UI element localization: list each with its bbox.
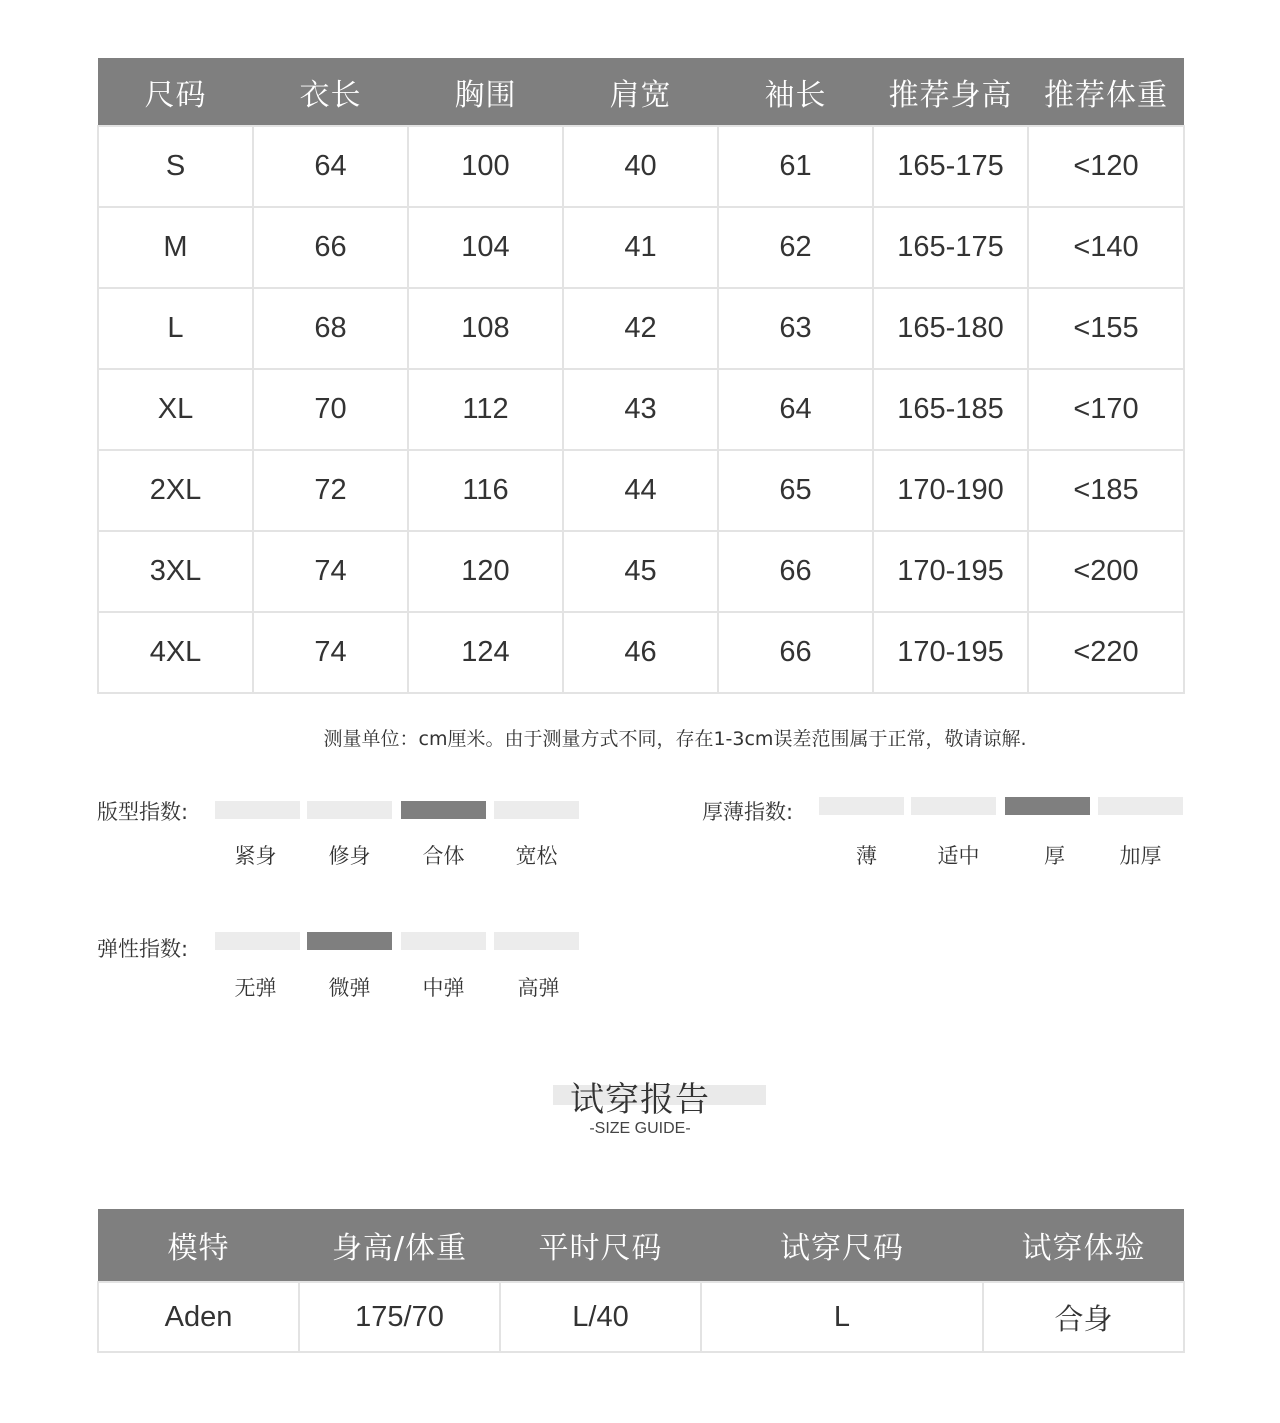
table-row (98, 1282, 1184, 1352)
table-cell: 合身 (983, 1282, 1184, 1352)
header-height-weight: 身高/体重 (299, 1209, 500, 1282)
fit-option-label: 合体 (422, 844, 465, 868)
table-cell: 66 (718, 531, 873, 612)
table-cell: 66 (718, 612, 873, 693)
header-try-on-experience: 试穿体验 (983, 1209, 1184, 1282)
table-row (98, 369, 1184, 450)
thickness-index-label: 厚薄指数: (702, 800, 794, 824)
table-cell: 175/70 (299, 1282, 500, 1352)
table-cell: 165-175 (873, 126, 1028, 207)
table-cell: 64 (253, 126, 408, 207)
header-recommended-height: 推荐身高 (873, 58, 1028, 126)
table-cell: 65 (718, 450, 873, 531)
table-row (98, 450, 1184, 531)
elasticity-index-bar-3 (494, 932, 579, 950)
elasticity-option-label: 高弹 (517, 976, 560, 1000)
table-cell: 64 (718, 369, 873, 450)
table-cell: 124 (408, 612, 563, 693)
table-cell: 2XL (98, 450, 253, 531)
fit-index-bar-0 (215, 801, 300, 819)
fit-index-label: 版型指数: (97, 800, 189, 824)
header-size: 尺码 (98, 58, 253, 126)
fit-option-label: 宽松 (515, 844, 558, 868)
try-on-report-table (97, 1209, 1185, 1353)
table-cell: <155 (1028, 288, 1184, 369)
table-cell: 40 (563, 126, 718, 207)
table-cell: 42 (563, 288, 718, 369)
table-cell: 165-185 (873, 369, 1028, 450)
table-cell: 165-175 (873, 207, 1028, 288)
table-cell: <220 (1028, 612, 1184, 693)
table-cell: XL (98, 369, 253, 450)
header-chest: 胸围 (408, 58, 563, 126)
table-cell: L/40 (500, 1282, 701, 1352)
table-cell: 41 (563, 207, 718, 288)
table-cell: 104 (408, 207, 563, 288)
report-title: 试穿报告 (570, 1080, 710, 1120)
table-cell: <200 (1028, 531, 1184, 612)
table-cell: 44 (563, 450, 718, 531)
table-cell: 43 (563, 369, 718, 450)
thickness-option-label: 厚 (1044, 844, 1065, 868)
thickness-option-label: 加厚 (1119, 844, 1162, 868)
table-cell: <140 (1028, 207, 1184, 288)
table-cell: 170-190 (873, 450, 1028, 531)
size-chart-header-row (98, 58, 1184, 126)
table-cell: <170 (1028, 369, 1184, 450)
table-cell: 116 (408, 450, 563, 531)
header-usual-size: 平时尺码 (500, 1209, 701, 1282)
header-length: 衣长 (253, 58, 408, 126)
elasticity-index-bar-1 (307, 932, 392, 950)
elasticity-option-label: 微弹 (328, 976, 371, 1000)
table-cell: 63 (718, 288, 873, 369)
table-row (98, 288, 1184, 369)
measurement-note: 测量单位：cm厘米。由于测量方式不同，存在1-3cm误差范围属于正常，敬请谅解. (323, 728, 1027, 750)
header-try-on-size: 试穿尺码 (701, 1209, 983, 1282)
table-row (98, 207, 1184, 288)
fit-option-label: 修身 (328, 844, 371, 868)
header-recommended-weight: 推荐体重 (1028, 58, 1184, 126)
table-cell: <120 (1028, 126, 1184, 207)
elasticity-index-bar-0 (215, 932, 300, 950)
table-cell: 120 (408, 531, 563, 612)
table-cell: <185 (1028, 450, 1184, 531)
table-cell: 70 (253, 369, 408, 450)
header-sleeve: 袖长 (718, 58, 873, 126)
table-cell: 165-180 (873, 288, 1028, 369)
table-cell: 170-195 (873, 531, 1028, 612)
table-row (98, 531, 1184, 612)
thickness-index-bar-2 (1005, 797, 1090, 815)
thickness-index-bar-1 (911, 797, 996, 815)
table-cell: 74 (253, 612, 408, 693)
header-model: 模特 (98, 1209, 299, 1282)
thickness-option-label: 薄 (856, 844, 877, 868)
table-cell: 3XL (98, 531, 253, 612)
table-cell: 4XL (98, 612, 253, 693)
table-cell: 46 (563, 612, 718, 693)
table-cell: 112 (408, 369, 563, 450)
table-cell: S (98, 126, 253, 207)
header-shoulder: 肩宽 (563, 58, 718, 126)
table-cell: 170-195 (873, 612, 1028, 693)
report-subtitle: -SIZE GUIDE- (589, 1120, 691, 1137)
table-row (98, 612, 1184, 693)
size-chart-table (97, 58, 1185, 694)
elasticity-index-bar-2 (401, 932, 486, 950)
thickness-index-bar-3 (1098, 797, 1183, 815)
fit-index-bar-1 (307, 801, 392, 819)
table-cell: M (98, 207, 253, 288)
elasticity-index-label: 弹性指数: (97, 937, 189, 961)
table-cell: 108 (408, 288, 563, 369)
fit-option-label: 紧身 (234, 844, 277, 868)
elasticity-option-label: 无弹 (234, 976, 277, 1000)
elasticity-option-label: 中弹 (422, 976, 465, 1000)
table-cell: 100 (408, 126, 563, 207)
table-row (98, 126, 1184, 207)
table-cell: 61 (718, 126, 873, 207)
fit-index-bar-3 (494, 801, 579, 819)
table-cell: L (701, 1282, 983, 1352)
thickness-index-bar-0 (819, 797, 904, 815)
table-cell: 68 (253, 288, 408, 369)
fit-index-bar-2 (401, 801, 486, 819)
table-cell: 72 (253, 450, 408, 531)
table-cell: 66 (253, 207, 408, 288)
try-on-header-row (98, 1209, 1184, 1282)
table-cell: Aden (98, 1282, 299, 1352)
thickness-option-label: 适中 (937, 844, 980, 868)
table-cell: 45 (563, 531, 718, 612)
table-cell: L (98, 288, 253, 369)
table-cell: 74 (253, 531, 408, 612)
table-cell: 62 (718, 207, 873, 288)
